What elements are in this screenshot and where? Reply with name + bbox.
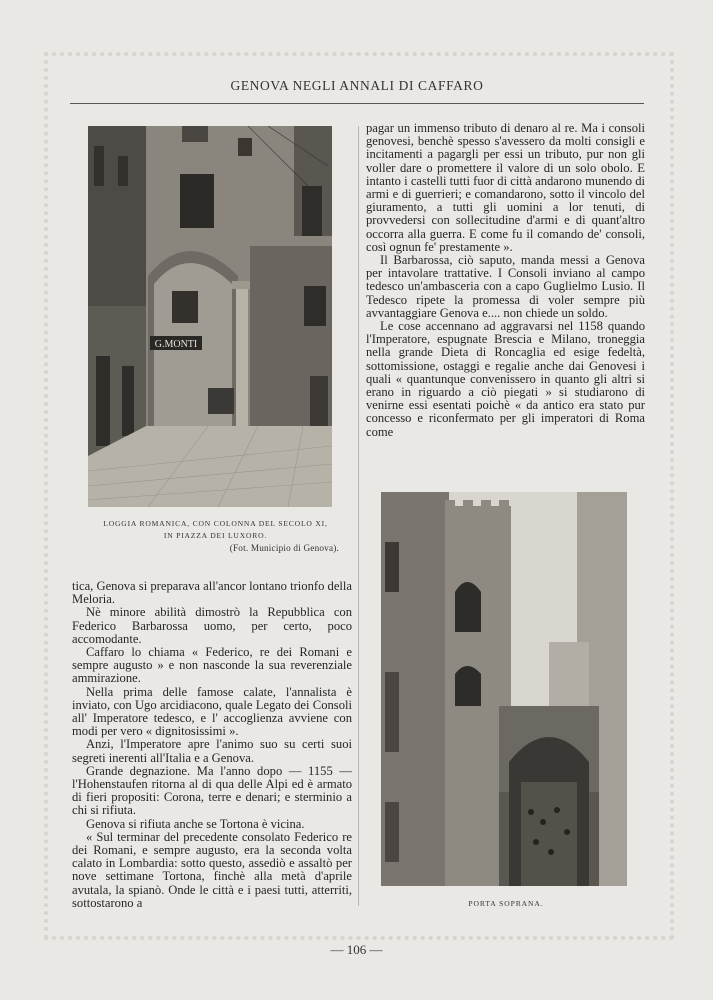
paragraph: pagar un immenso tributo di denaro al re. Ma i consoli genovesi, benchè spesso s'avessero da molti consigli e incitamenti a pagargli per essi un tributo, pur non gli voller dare o promettere il valore di un solo obolo. E intanto i castelli tutti fuor di città andarono munendo di armi e di guerrieri; e comandarono, sotto il vincolo del giuramento, a tutti gli uomini a lor tenuti, di provvedersi con sollecitudine d'armi e di quant'altro occorra alla guerra. E come fu il comando de' consoli, così ognun fe' prestamente ». xyxy=(366,121,645,254)
caption-line: IN PIAZZA DEI LUXORO. xyxy=(163,531,268,540)
photo-loggia-romanica xyxy=(88,126,332,507)
paragraph: Grande degnazione. Ma l'anno dopo — 1155 — l'Hohenstaufen ritorna al di qua delle Alpi ed è armato di fieri propositi: Corona, terre e denari; e sterminio a chi si rifiuta. xyxy=(72,763,352,818)
left-column-text xyxy=(72,580,352,910)
photo2-caption: PORTA SOPRANA. xyxy=(468,899,544,908)
paragraph: « Sul terminar del precedente consolato Federico re dei Romani, e sempre augusto, era la seconda volta calato in Lombardia: sotto questo, assediò e assaltò per nove settimane Tortona, finchè alla metà d'aprile avutala, la spianò. Onde le città e i paesi tutti, atterriti, sottostarono a xyxy=(72,829,352,910)
paragraph: Caffaro lo chiama « Federico, re dei Romani e sempre augusto » e non nasconde la sua reverenziale ammirazione. xyxy=(72,645,352,686)
paragraph: Anzi, l'Imperatore apre l'animo suo su certi suoi segreti inerenti all'Italia e a Genova. xyxy=(72,737,352,765)
paragraph: Nè minore abilità dimostrò la Repubblica con Federico Barbarossa uomo, per certo, poco accomodante. xyxy=(72,605,352,646)
photo-credit: (Fot. Municipio di Genova). xyxy=(229,543,339,553)
column-divider xyxy=(358,126,359,906)
paragraph: Nella prima delle famose calate, l'annalista è inviato, con Ugo arcidiacono, quale Legato dei Consoli all' Imperatore tedesco, e l' accoglienza avviene con modi per vero « dignitosissimi ». xyxy=(72,684,352,739)
photo1-caption xyxy=(88,518,343,554)
paragraph: Il Barbarossa, ciò saputo, manda messi a Genova per intavolare trattative. I Consoli inviano al campo tedesco un'ambasceria con a capo Guglielmo Lusio. Il Tedesco ripete la promessa di voler sempre più avvantaggiare Genova e.... non chiede un soldo. xyxy=(366,253,645,320)
running-header: GENOVA NEGLI ANNALI DI CAFFARO xyxy=(230,78,484,93)
paragraph: Le cose accennano ad aggravarsi nel 1158 quando l'Imperatore, espugnate Brescia e Milano, troneggia nella grande Dieta di Roncaglia ed esige fedeltà, sottomissione, ostaggi e regalie anche dai Genovesi i quali « quantunque convenissero in quanto gli altri si erano in riguardo a ciò piegati » si studiarono di venirne essi esentati poichè « da antico era stato pur concesso e riconfermato per gli imperatori di Roma come xyxy=(366,319,645,439)
caption-line: LOGGIA ROMANICA, CON COLONNA DEL SECOLO XI, xyxy=(103,519,328,528)
right-column-text xyxy=(366,122,645,439)
header-rule xyxy=(70,103,644,104)
shop-sign: G.MONTI xyxy=(154,339,198,350)
paragraph: tica, Genova si preparava all'ancor lontano trionfo della Meloria. xyxy=(72,579,352,607)
photo-porta-soprana xyxy=(381,492,627,886)
paragraph: Genova si rifiuta anche se Tortona è vicina. xyxy=(86,816,305,831)
page-number: — 106 — xyxy=(330,942,383,957)
